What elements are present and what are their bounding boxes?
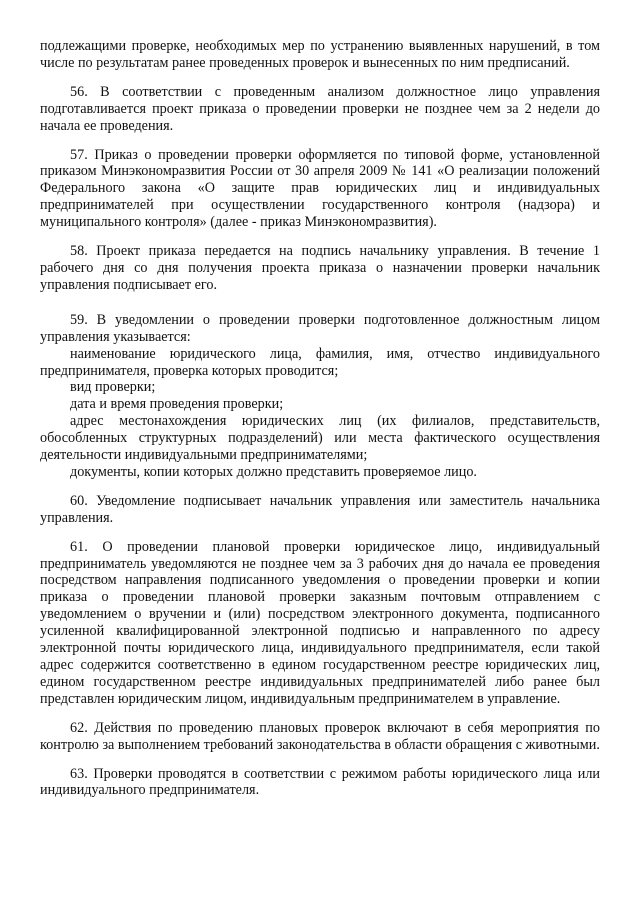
paragraph-59-item: вид проверки; (70, 379, 156, 396)
paragraph-59-item: документы, копии которых должно представить проверяемое лицо. (70, 463, 477, 480)
paragraph-63: 63. Проверки проводятся в соответствии с режимом работы юридического лица или индивидуального предпринимателя. (40, 765, 600, 799)
paragraph-56: 56. В соответствии с проведенным анализом должностное лицо управления подготавливается проект приказа о проведении проверки не позднее чем за 2 недели до начала ее проведения. (40, 83, 600, 134)
paragraph-55-continuation: подлежащими проверке, необходимых мер по устранению выявленных нарушений, в том числе по результатам ранее проведенных проверок и вынесенных по ним предписаний. (40, 38, 600, 71)
paragraph-59-item: наименование юридического лица, фамилия, имя, отчество индивидуального предпринимателя, проверка которых проводится; (40, 345, 600, 379)
document-page (40, 38, 600, 799)
paragraph-57: 57. Приказ о проведении проверки оформляется по типовой форме, установленной приказом Минэкономразвития России от 30 апреля 2009 № 141 «О реализации положений Федерального закона «О защите прав юридических лиц и индивидуальных предпринимателей при осуществлении государственного контроля (надзора) и муниципального контроля» (далее - приказ Минэкономразвития). (40, 146, 600, 231)
paragraph-61: 61. О проведении плановой проверки юридическое лицо, индивидуальный предприниматель уведомляются не позднее чем за 3 рабочих дня до начала ее проведения посредством направления подписанного уведомления о проведении проверки и копии приказа о проведении плановой проверки заказным почтовым отправлением с уведомлением о вручении и (или) посредством электронного документа, подписанного усиленной квалифицированной электронной подписью и направленного по адресу электронной почты юридического лица, индивидуального предпринимателя, если такой адрес содержится соответственно в едином государственном реестре юридических лиц, едином государственном реестре индивидуальных предпринимателей либо ранее был представлен юридическим лицом, индивидуальным предпринимателем в управление. (40, 538, 600, 707)
paragraph-59-item: дата и время проведения проверки; (70, 396, 284, 413)
paragraph-58: 58. Проект приказа передается на подпись начальнику управления. В течение 1 рабочего дня со дня получения проекта приказа о назначении проверки начальник управления подписывает его. (40, 243, 600, 293)
paragraph-59-item: адрес местонахождения юридических лиц (их филиалов, представительств, обособленных структурных подразделений) или места фактического осуществления деятельности индивидуальными предпринимателями; (40, 413, 600, 464)
paragraph-62: 62. Действия по проведению плановых проверок включают в себя мероприятия по контролю за выполнением требований законодательства в области обращения с животными. (40, 719, 600, 753)
paragraph-59: 59. В уведомлении о проведении проверки подготовленное должностным лицом управления указывается: (40, 311, 600, 345)
paragraph-60: 60. Уведомление подписывает начальник управления или заместитель начальника управления. (40, 492, 600, 526)
